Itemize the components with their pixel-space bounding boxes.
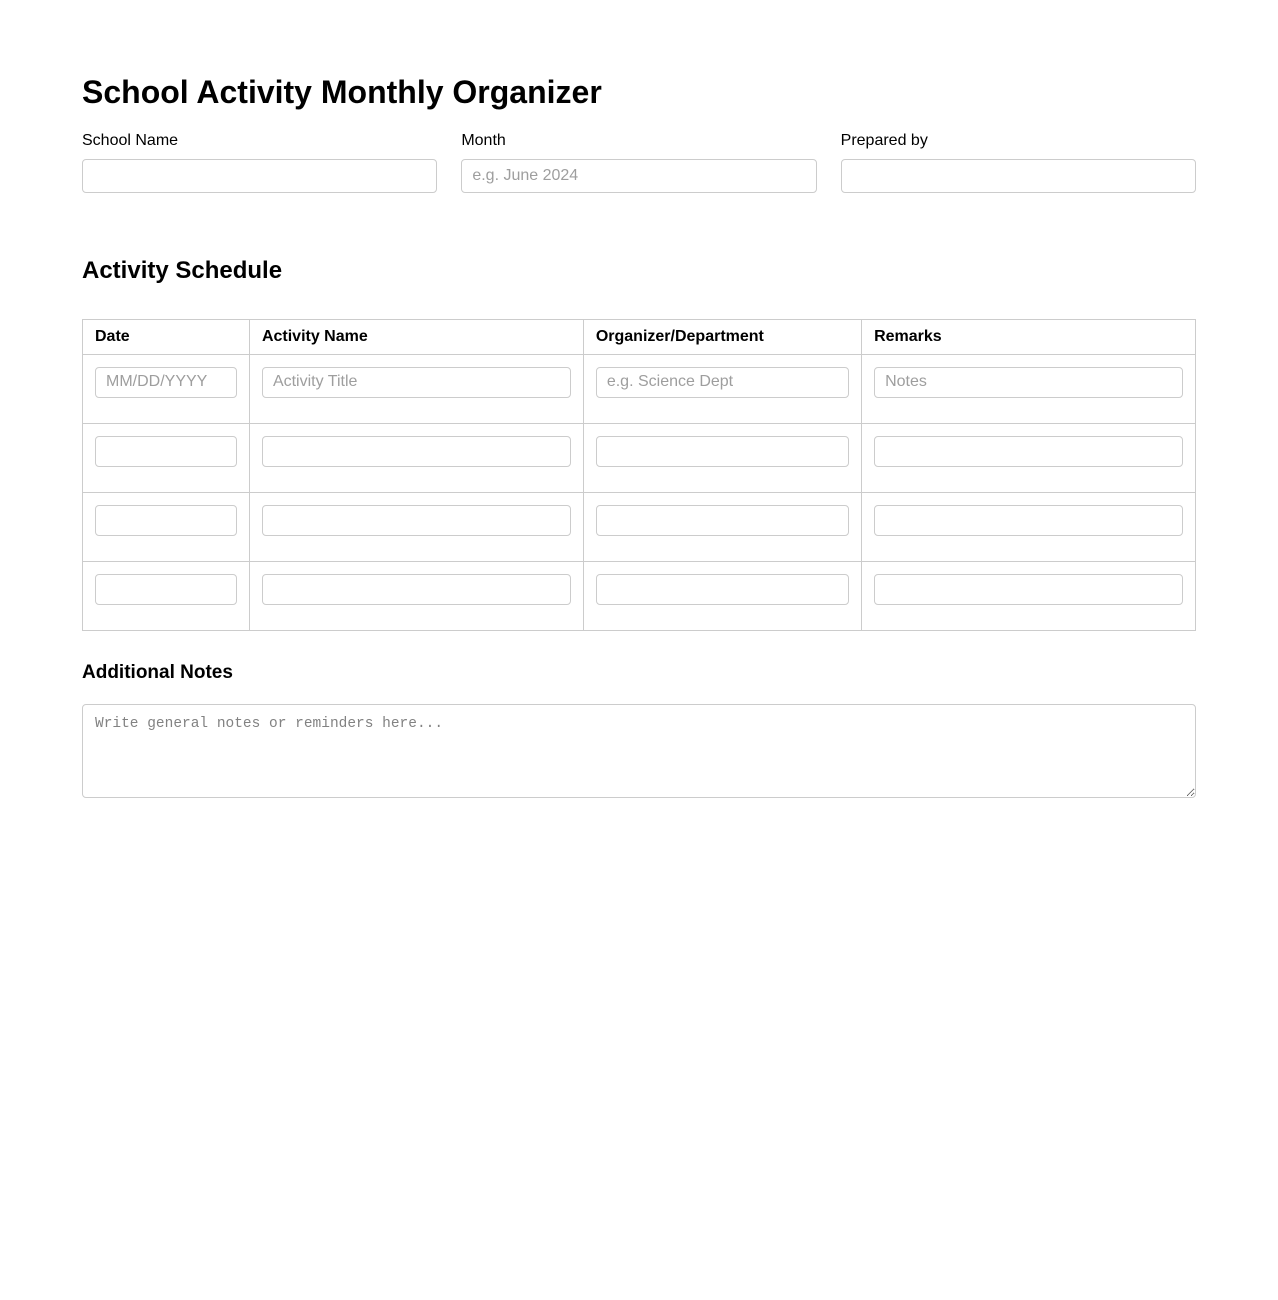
organizer-input[interactable]: [596, 574, 849, 605]
date-input[interactable]: [95, 505, 237, 536]
cell-organizer: [583, 561, 861, 630]
activity-name-input[interactable]: [262, 367, 571, 398]
cell-organizer: [583, 492, 861, 561]
activity-name-input[interactable]: [262, 574, 571, 605]
prepared-by-input[interactable]: [841, 159, 1196, 193]
organizer-input[interactable]: [596, 505, 849, 536]
form-container: [82, 0, 1196, 803]
cell-remarks: [862, 561, 1196, 630]
organizer-input[interactable]: [596, 436, 849, 467]
schedule-header-row: [83, 319, 1196, 354]
cell-remarks: [862, 354, 1196, 423]
date-input[interactable]: [95, 367, 237, 398]
cell-activity-name: [249, 423, 583, 492]
cell-organizer: [583, 423, 861, 492]
table-row: [83, 423, 1196, 492]
cell-remarks: [862, 423, 1196, 492]
additional-notes-heading: Additional Notes: [82, 661, 233, 683]
cell-organizer: [583, 354, 861, 423]
column-header-organizer-department: Organizer/Department: [583, 319, 861, 354]
cell-remarks: [862, 492, 1196, 561]
cell-date: [83, 354, 250, 423]
table-row: [83, 492, 1196, 561]
field-month: [461, 131, 816, 193]
cell-activity-name: [249, 492, 583, 561]
date-input[interactable]: [95, 574, 237, 605]
schedule-heading: Activity Schedule: [82, 256, 283, 284]
organizer-input[interactable]: [596, 367, 849, 398]
column-header-remarks: Remarks: [862, 319, 1196, 354]
activity-name-input[interactable]: [262, 436, 571, 467]
cell-activity-name: [249, 561, 583, 630]
schedule-table: [82, 319, 1196, 631]
header-fields: [82, 131, 1196, 193]
remarks-input[interactable]: [874, 505, 1183, 536]
cell-date: [83, 561, 250, 630]
date-input[interactable]: [95, 436, 237, 467]
table-row: [83, 561, 1196, 630]
month-input[interactable]: [461, 159, 816, 193]
page-title: School Activity Monthly Organizer: [82, 74, 602, 110]
cell-date: [83, 423, 250, 492]
school-name-input[interactable]: [82, 159, 437, 193]
school-name-label: School Name: [82, 131, 179, 149]
month-label: Month: [461, 131, 506, 149]
cell-date: [83, 492, 250, 561]
field-school-name: [82, 131, 437, 193]
additional-notes-textarea[interactable]: [82, 704, 1196, 798]
cell-activity-name: [249, 354, 583, 423]
field-prepared-by: [841, 131, 1196, 193]
column-header-date: Date: [83, 319, 250, 354]
remarks-input[interactable]: [874, 436, 1183, 467]
table-row: [83, 354, 1196, 423]
column-header-activity-name: Activity Name: [249, 319, 583, 354]
prepared-by-label: Prepared by: [840, 131, 928, 149]
remarks-input[interactable]: [874, 367, 1183, 398]
remarks-input[interactable]: [874, 574, 1183, 605]
activity-name-input[interactable]: [262, 505, 571, 536]
